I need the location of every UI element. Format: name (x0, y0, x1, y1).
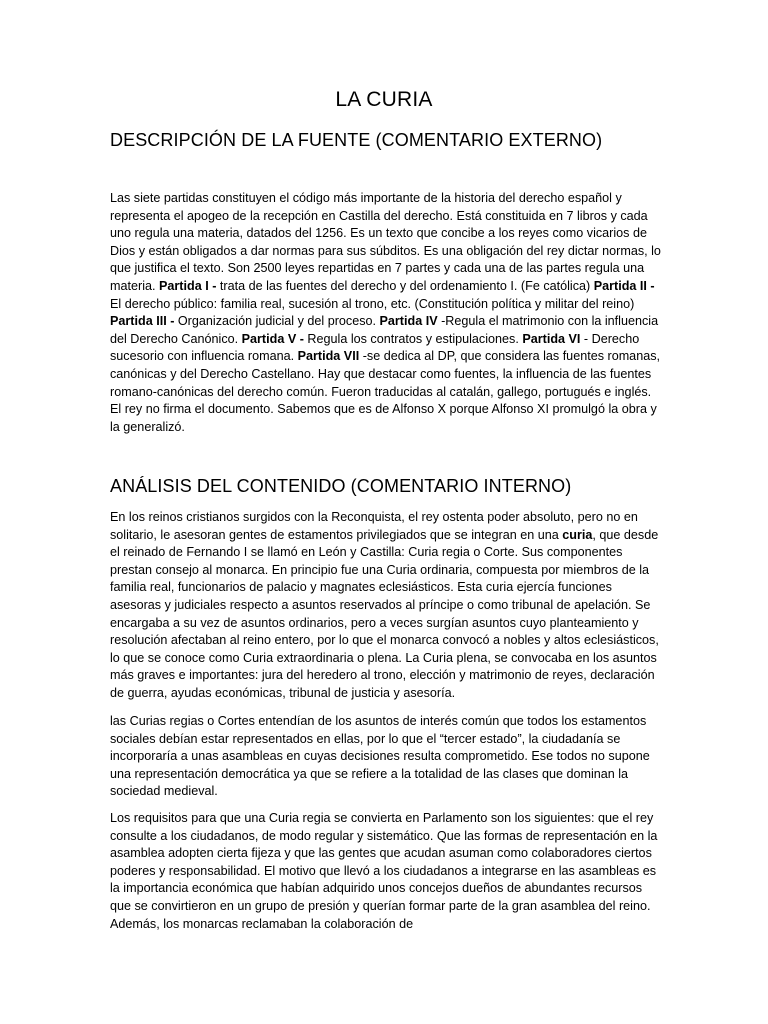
paragraph-curias-regias: las Curias regias o Cortes entendían de los asuntos de interés común que todos los estamentos sociales debían estar representados en ellas, por lo que el “tercer estado”, la ciudadanía se incorporaría a unas asambleas en cuyas decisiones resulta comprometido. Ese todos no supone una representación democrática ya que se refiere a la totalidad de las clases que dominan la sociedad medieval. (110, 714, 650, 799)
section-heading-descripcion: DESCRIPCIÓN DE LA FUENTE (COMENTARIO EXTERNO) (110, 130, 603, 150)
bold-term: curia (562, 527, 593, 542)
bold-term: Partida VII (297, 349, 360, 364)
paragraph-requisitos-parlamento: Los requisitos para que una Curia regia se convierta en Parlamento son los siguientes: que el rey consulte a los ciudadanos, de modo regular y sistemático. Que las formas de representación en la asamblea adopten cierta fijeza y que las gentes que acudan asuman como colaboradores ciertos poderes y responsabilidad. El motivo que llevó a los ciudadanos a integrarse en las asambleas es la importancia económica que habían adquirido unos concejos dueños de abundantes recursos que se convirtieron en un grupo de presión y querían formar parte de la gran asamblea del reino. Además, los monarcas reclamaban la colaboración de (110, 811, 658, 931)
bold-term: Partida I - (159, 278, 217, 293)
bold-term: Partida III - (110, 314, 175, 329)
paragraph-partidas: Las siete partidas constituyen el código más importante de la historia del derecho español y representa el apogeo de la recepción en Castilla del derecho. Está constituida en 7 libros y cada uno regula una materia, datados del 1256. Es un texto que concibe a los reyes como vicarios de Dios y están obligados a dar normas para sus súbditos. Es una obligación del rey dictar normas, lo que justifica el texto. Son 2500 leyes repartidas en 7 partes y cada una de las partes regula una materia. Partida I - trata de las fuentes del derecho y del ordenamiento I. (Fe católica) Partida II - El derecho público: familia real, sucesión al trono, etc. (Constitución política y militar del reino) Partida III - Organización judicial y del proceso. Partida IV -Regula el matrimonio con la influencia del Derecho Canónico. Partida V - Regula los contratos y estipulaciones. Partida VI - Derecho sucesorio con influencia romana. Partida VII -se dedica al DP, que considera las fuentes romanas, canónicas y del Derecho Castellano. Hay que destacar como fuentes, la influencia de las fuentes romano-canónicas del derecho común. Fueron traducidas al catalán, gallego, portugués e inglés. El rey no firma el documento. Sabemos que es de Alfonso X porque Alfonso XI promulgó la obra y la generalizó. (110, 191, 661, 434)
bold-term: Partida V - (241, 331, 304, 346)
bold-term: Partida VI (522, 331, 581, 346)
bold-term: Partida IV (379, 314, 438, 329)
paragraph-reinos-cristianos: En los reinos cristianos surgidos con la Reconquista, el rey ostenta poder absoluto, pero no en solitario, le asesoran gentes de estamentos privilegiados que se integran en una curia, que desde el reinado de Fernando I se llamó en León y Castilla: Curia regia o Corte. Sus componentes prestan consejo al monarca. En principio fue una Curia ordinaria, compuesta por miembros de la familia real, funcionarios de palacio y magnates eclesiásticos. Esta curia ejercía funciones asesoras y judiciales respecto a asuntos reservados al príncipe o como tribunal de apelación. Se encargaba a su vez de asuntos ordinarios, pero a veces surgían asuntos cuyo planteamiento y resolución afectaban al reino entero, por lo que el monarca convocó a nobles y altos eclesiásticos, lo que se conoce como Curia extraordinaria o plena. La Curia plena, se convocaba en los asuntos más graves e importantes: jura del heredero al trono, elección y matrimonio de reyes, declaración de guerra, ayudas económicas, tribunal de justicia y asesoría. (110, 510, 659, 700)
section-heading-analisis: ANÁLISIS DEL CONTENIDO (COMENTARIO INTERNO) (110, 476, 572, 496)
bold-term: Partida II - (593, 278, 655, 293)
document-title: LA CURIA (335, 88, 433, 111)
